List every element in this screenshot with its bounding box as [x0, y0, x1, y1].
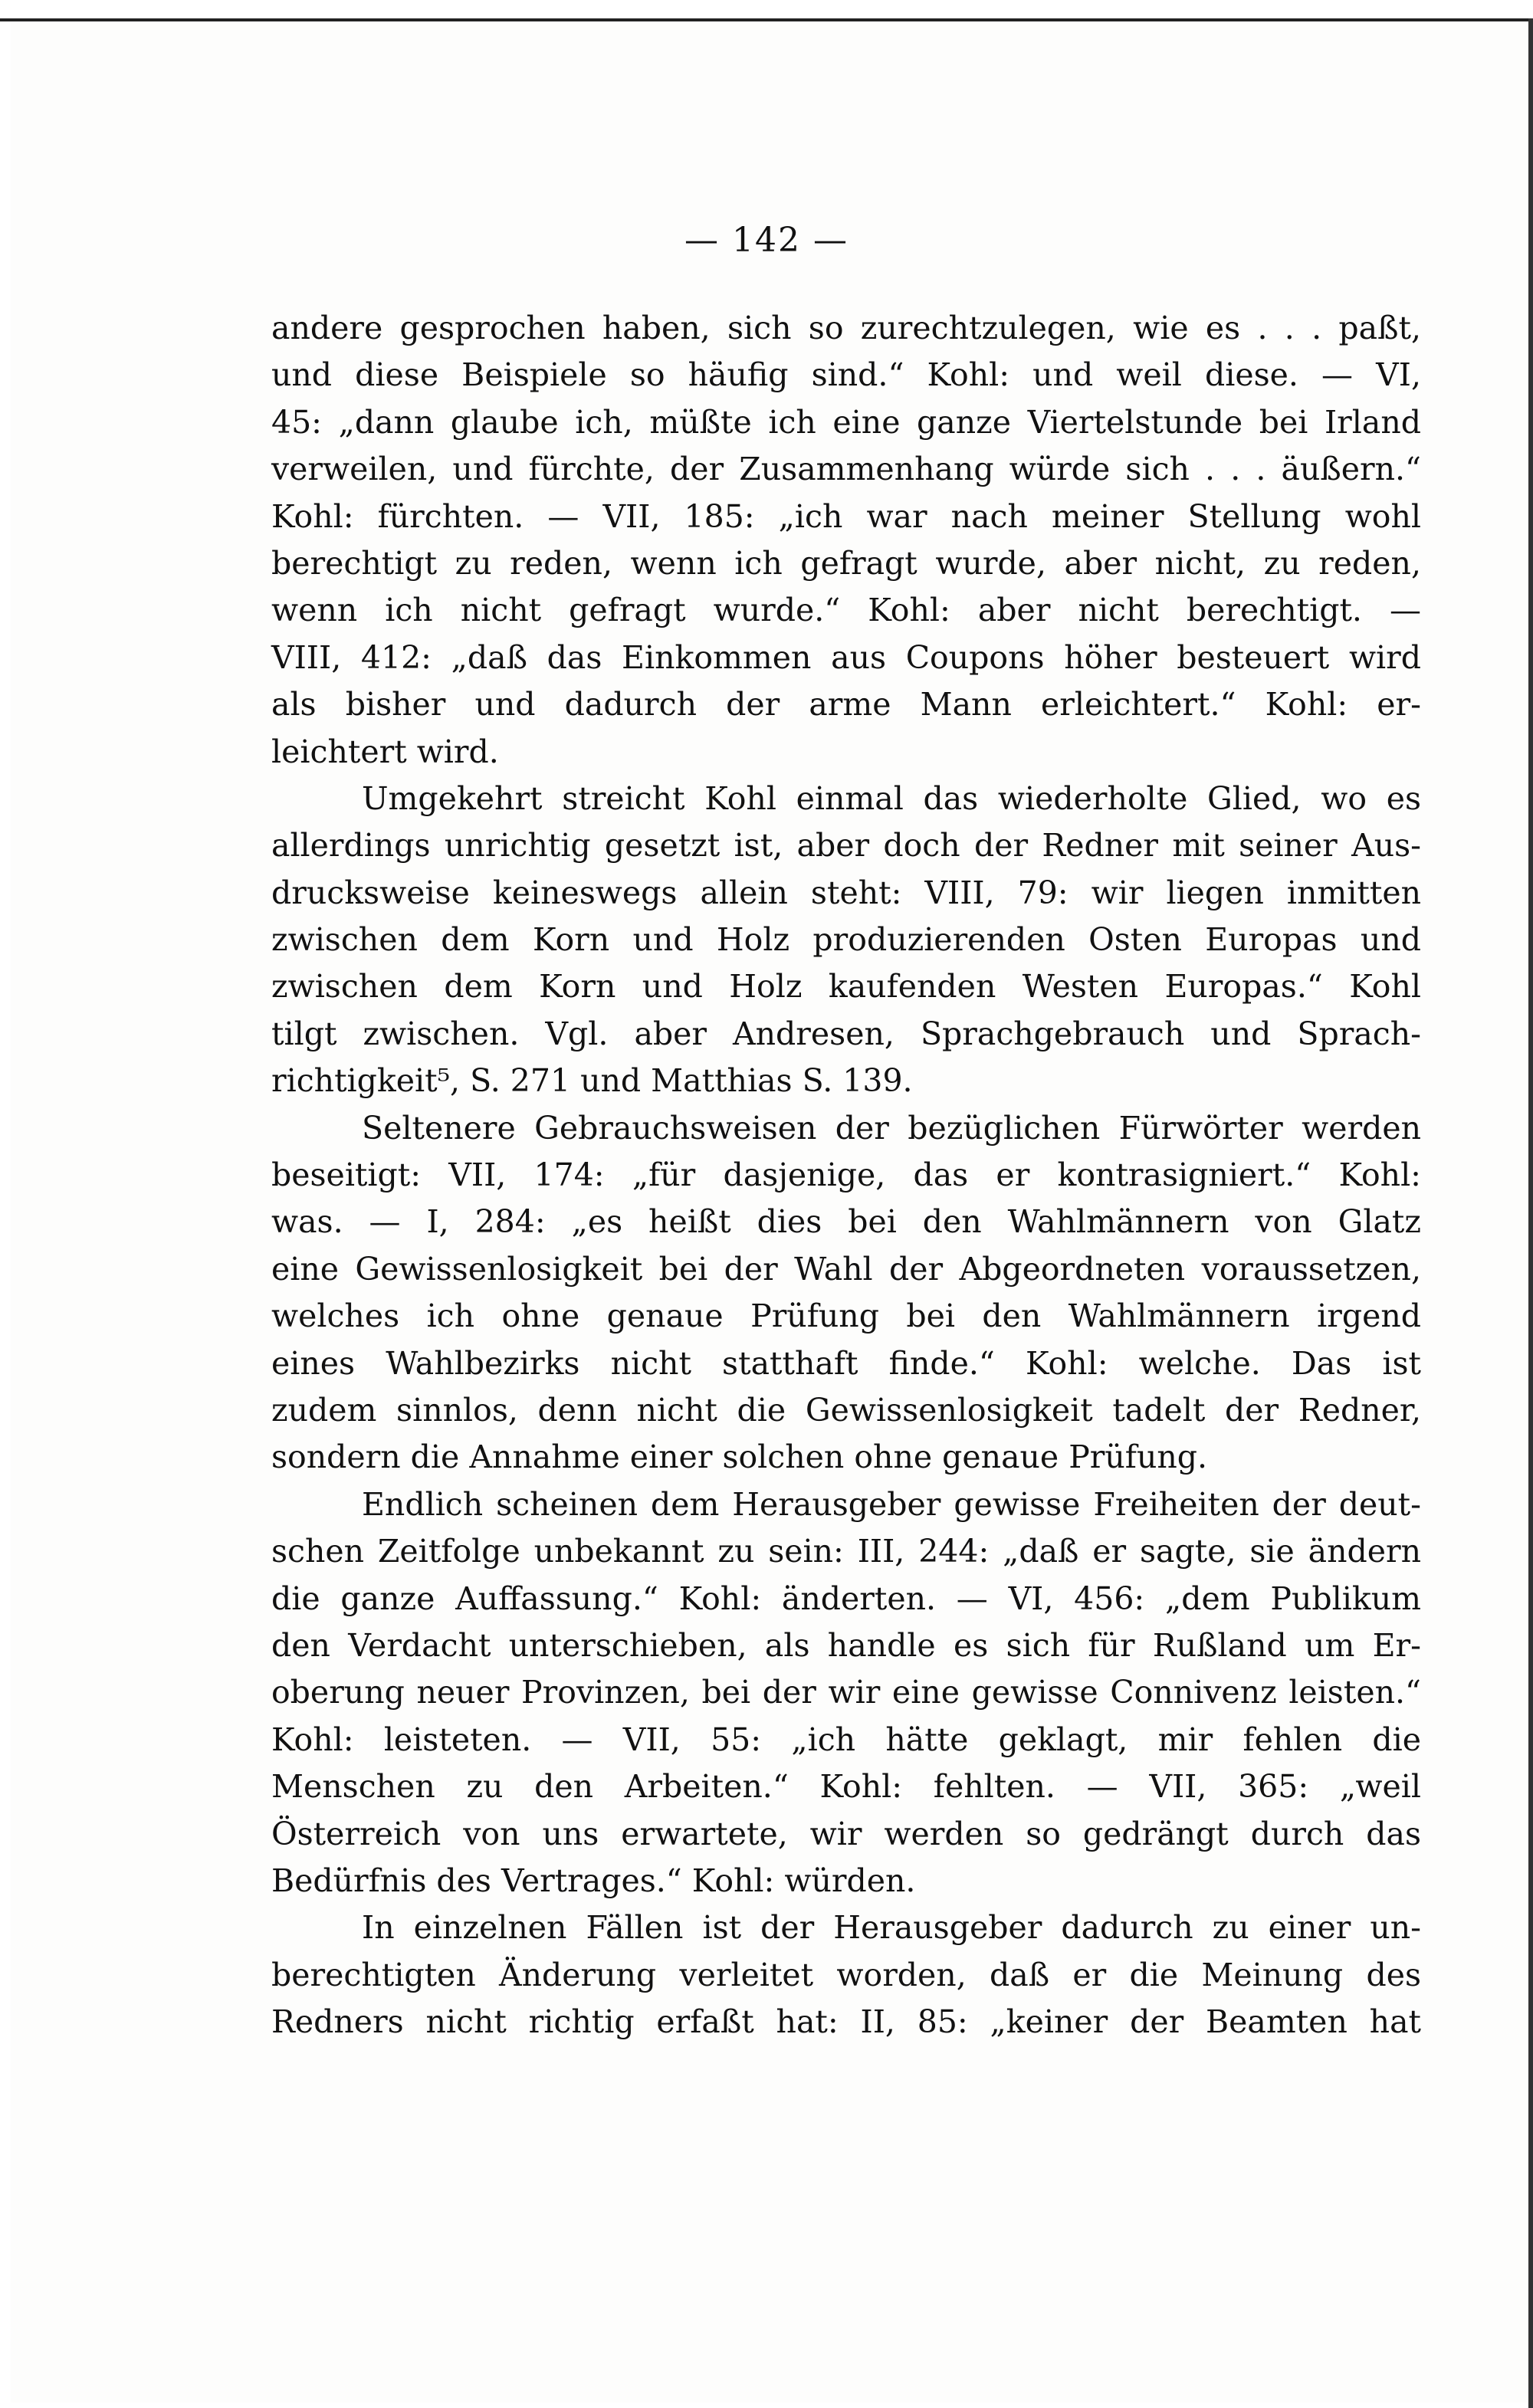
scan-border-top — [0, 18, 1533, 21]
text-line: drucksweise keineswegs allein steht: VIII, 79: wir liegen inmitten — [271, 874, 1421, 911]
text-line: richtigkeit⁵, S. 271 und Matthias S. 139. — [271, 1062, 913, 1100]
text-line: Umgekehrt streicht Kohl einmal das wiederholte Glied, wo es — [362, 779, 1421, 817]
text-line: VIII, 412: „daß das Einkommen aus Coupons höher besteuert wird — [271, 638, 1421, 676]
text-line: leichtert wird. — [271, 733, 499, 770]
text-line: die ganze Auffassung.“ Kohl: änderten. — VI, 456: „dem Publikum — [271, 1580, 1421, 1617]
text-line: eine Gewissenlosigkeit bei der Wahl der Abgeordneten voraussetzen, — [271, 1250, 1421, 1288]
text-line: Endlich scheinen dem Herausgeber gewisse Freiheiten der deut- — [362, 1485, 1421, 1523]
text-line: allerdings unrichtig gesetzt ist, aber doch der Redner mit seiner Aus- — [271, 827, 1421, 864]
text-line: oberung neuer Provinzen, bei der wir eine gewisse Connivenz leisten.“ — [271, 1674, 1421, 1711]
text-line: 45: „dann glaube ich, müßte ich eine ganze Viertelstunde bei Irland — [271, 403, 1421, 441]
text-line: Kohl: leisteten. — VII, 55: „ich hätte geklagt, mir fehlen die — [271, 1721, 1421, 1758]
text-line: wenn ich nicht gefragt wurde.“ Kohl: aber nicht berechtigt. — — [271, 592, 1421, 629]
text-line: welches ich ohne genaue Prüfung bei den Wahlmännern irgend — [271, 1297, 1421, 1335]
text-line: Redners nicht richtig erfaßt hat: II, 85: „keiner der Beamten hat — [271, 2003, 1421, 2041]
text-line: zwischen dem Korn und Holz kaufenden Westen Europas.“ Kohl — [271, 968, 1421, 1006]
scan-border-right — [1528, 18, 1533, 2408]
text-line: Kohl: fürchten. — VII, 185: „ich war nach meiner Stellung wohl — [271, 497, 1421, 535]
text-line: und diese Beispiele so häufig sind.“ Kohl: und weil diese. — VI, — [271, 356, 1421, 394]
text-line: sondern die Annahme einer solchen ohne genaue Prüfung. — [271, 1439, 1208, 1476]
text-line: den Verdacht unterschieben, als handle es sich für Rußland um Er- — [271, 1626, 1421, 1664]
body-text — [271, 305, 1421, 2045]
text-line: zudem sinnlos, denn nicht die Gewissenlosigkeit tadelt der Redner, — [271, 1391, 1421, 1429]
text-line: beseitigt: VII, 174: „für dasjenige, das er kontrasigniert.“ Kohl: — [271, 1156, 1421, 1194]
text-line: Seltenere Gebrauchsweisen der bezüglichen Fürwörter werden — [362, 1109, 1421, 1147]
text-line: Österreich von uns erwartete, wir werden so gedrängt durch das — [271, 1815, 1421, 1852]
text-line: schen Zeitfolge unbekannt zu sein: III, 244: „daß er sagte, sie ändern — [271, 1533, 1421, 1570]
text-line: In einzelnen Fällen ist der Herausgeber dadurch zu einer un- — [362, 1909, 1421, 1947]
text-line: als bisher und dadurch der arme Mann erleichtert.“ Kohl: er- — [271, 686, 1421, 723]
text-line: Menschen zu den Arbeiten.“ Kohl: fehlten. — VII, 365: „weil — [271, 1768, 1421, 1806]
text-line: eines Wahlbezirks nicht statthaft finde.“ Kohl: welche. Das ist — [271, 1344, 1421, 1382]
text-line: andere gesprochen haben, sich so zurechtzulegen, wie es . . . paßt, — [271, 310, 1421, 346]
text-line: Bedürfnis des Vertrages.“ Kohl: würden. — [271, 1862, 916, 1899]
text-line: berechtigt zu reden, wenn ich gefragt wurde, aber nicht, zu reden, — [271, 544, 1421, 582]
text-line: zwischen dem Korn und Holz produzierenden Osten Europas und — [271, 921, 1421, 959]
text-line: berechtigten Änderung verleitet worden, daß er die Meinung des — [271, 1956, 1421, 1993]
text-line: tilgt zwischen. Vgl. aber Andresen, Sprachgebrauch und Sprach- — [271, 1015, 1421, 1052]
text-line: was. — I, 284: „es heißt dies bei den Wahlmännern von Glatz — [271, 1203, 1421, 1241]
text-line: verweilen, und fürchte, der Zusammenhang würde sich . . . äußern.“ — [271, 451, 1421, 488]
page-number: — 142 — — [684, 221, 849, 260]
